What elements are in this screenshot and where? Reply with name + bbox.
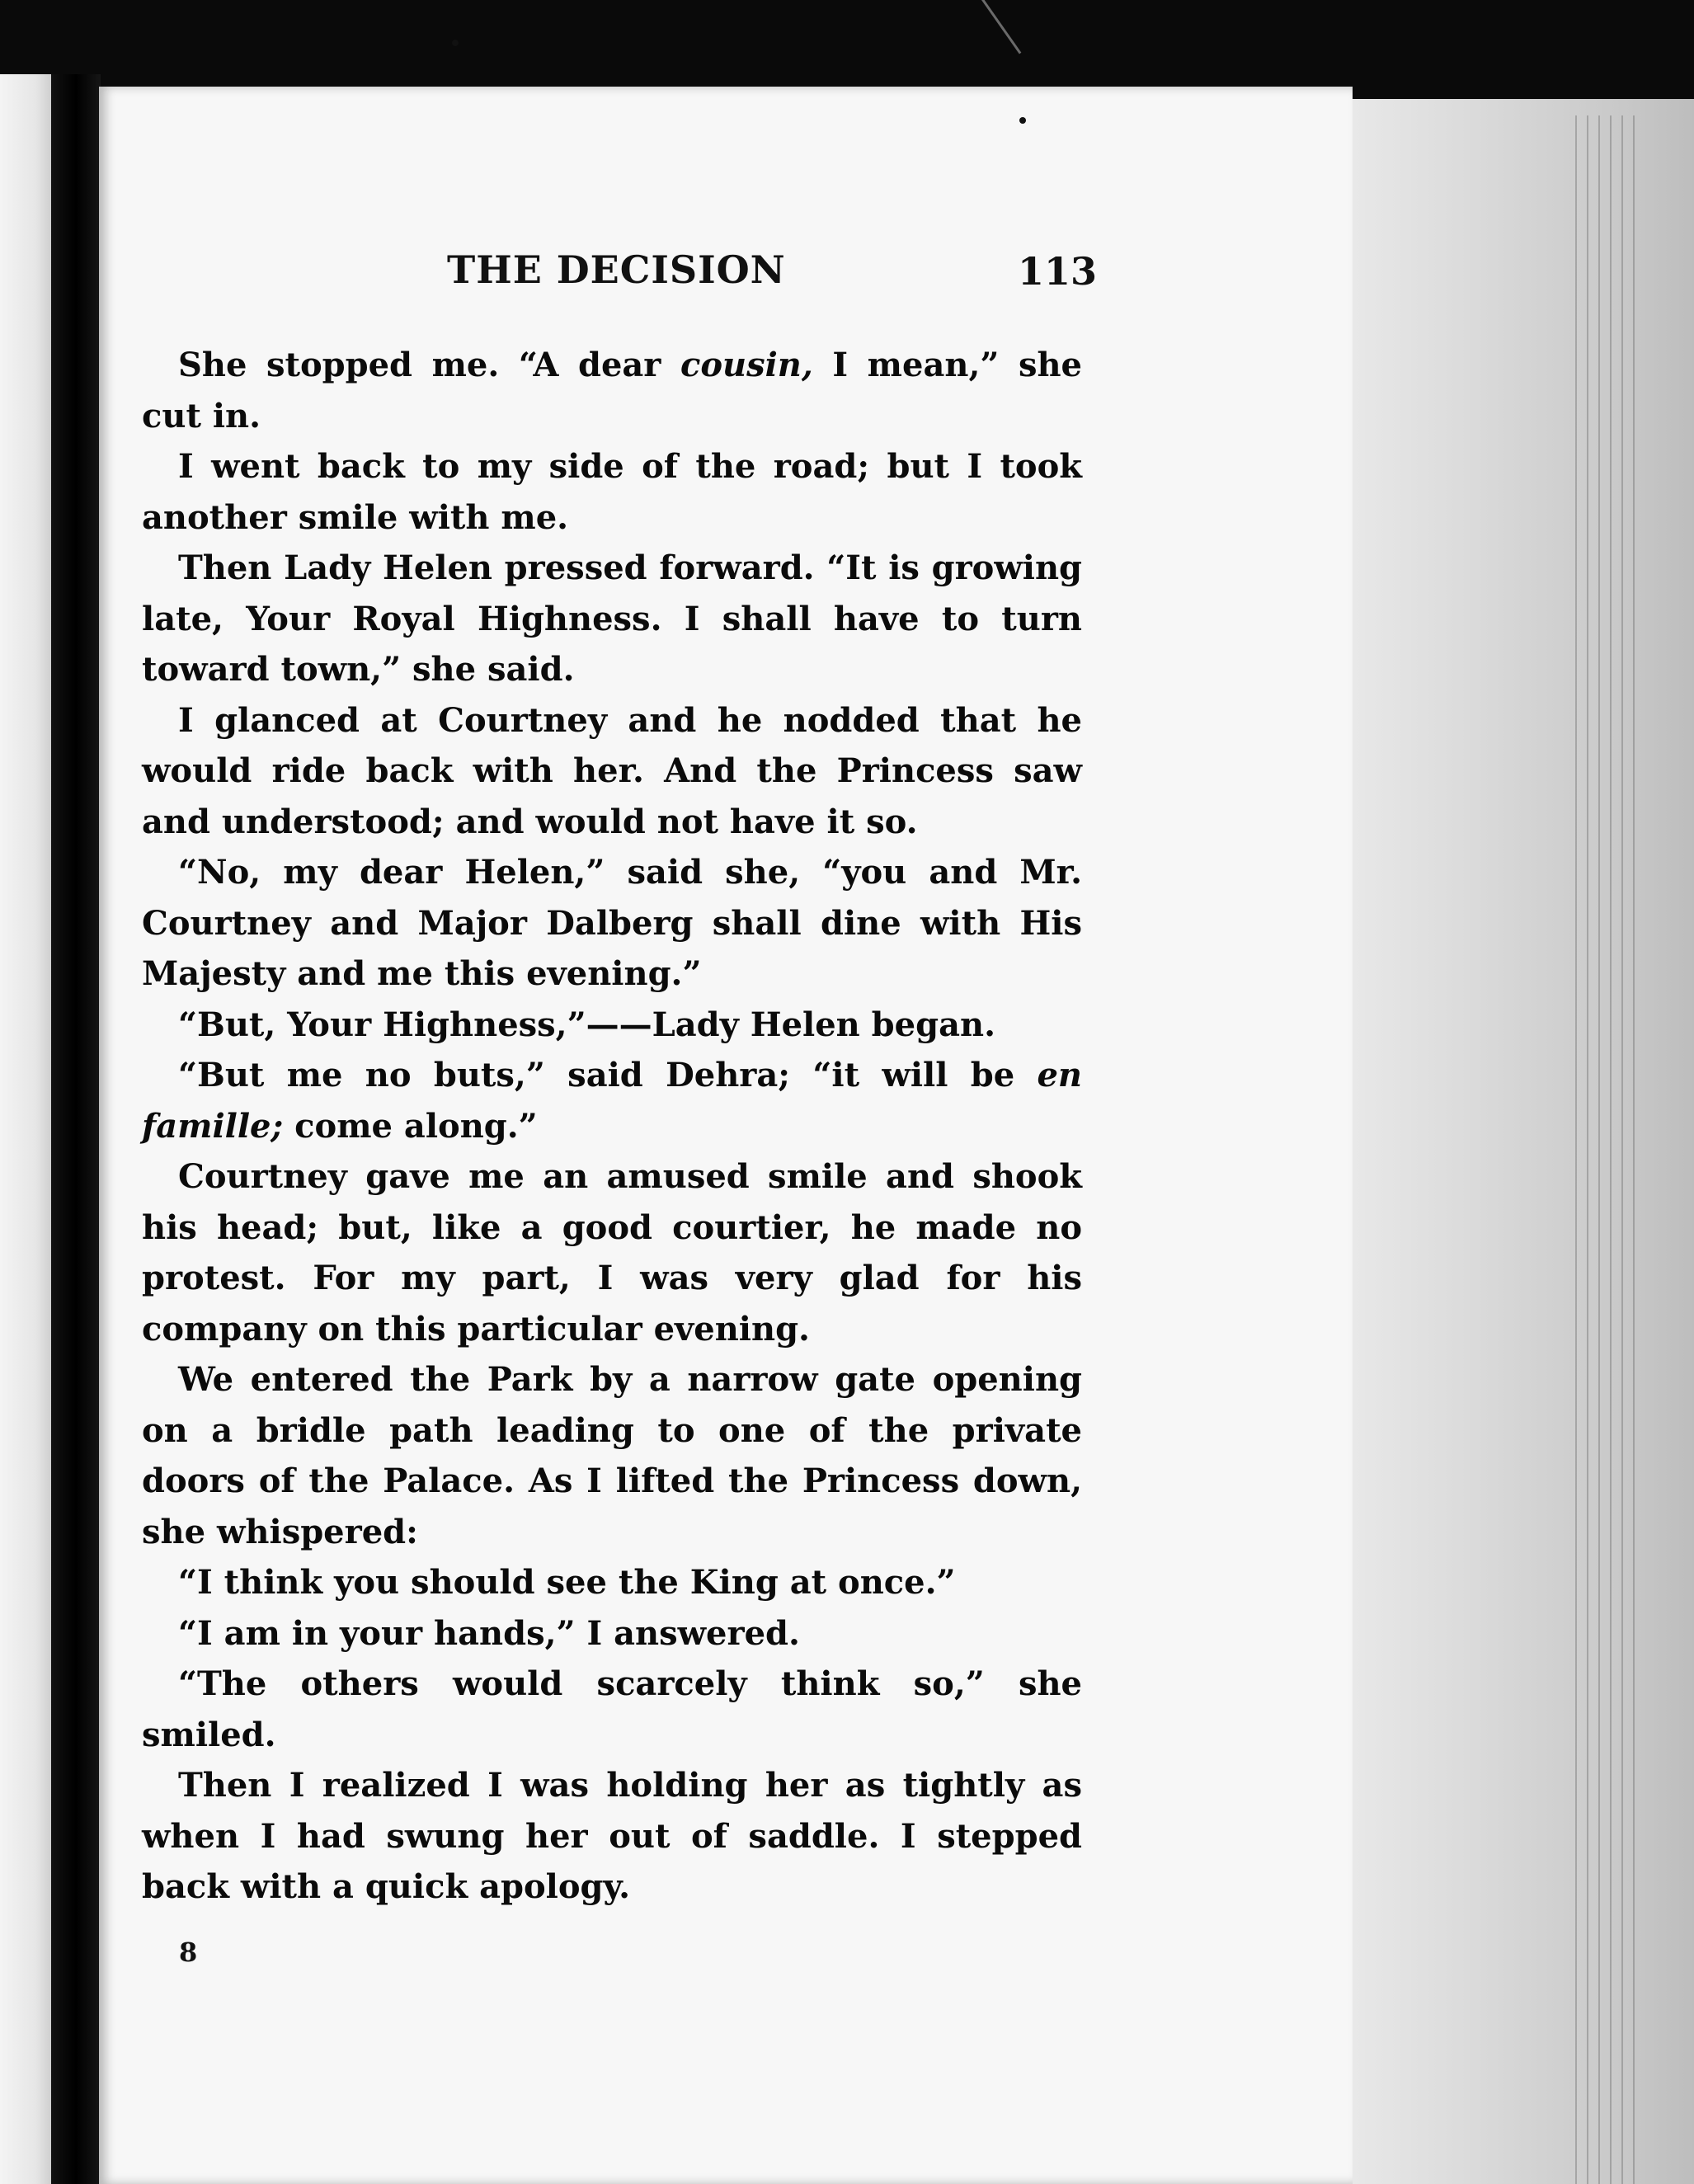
paragraph: Courtney gave me an amused smile and shook his head; but, like a good courtier, he made no protest. For my part, I was very glad for his company on this particular evening. — [142, 1157, 1082, 1349]
paragraph: We entered the Park by a narrow gate opening on a bridle path leading to one of the private doors of the Palace. As I lifted the Princess down, she whispered: — [142, 1360, 1082, 1551]
page-number: 113 — [1017, 249, 1097, 294]
scan-speck — [1019, 117, 1026, 124]
page-stack-lines — [1575, 115, 1641, 2184]
italic-text: en famille; — [142, 1056, 1082, 1146]
scan-speck — [452, 40, 459, 46]
right-page-stack-edge — [1344, 99, 1694, 2184]
paragraph: “I am in your hands,” I answered. — [178, 1613, 800, 1653]
paragraph: “No, my dear Helen,” said she, “you and Mr. Courtney and Major Dalberg shall dine with His Majesty and me this evening.” — [142, 853, 1082, 993]
text-run: I mean,” she cut in. — [142, 346, 1082, 435]
paragraph: Then Lady Helen pressed forward. “It is growing late, Your Royal Highness. I shall have to turn toward town,” she said. — [142, 548, 1082, 689]
text-run: She stopped me. “A dear — [178, 346, 680, 384]
text-run: “But me no buts,” said Dehra; “it will be — [178, 1056, 1038, 1094]
paragraph: “I think you should see the King at once.” — [178, 1563, 956, 1602]
italic-text: cousin, — [680, 346, 813, 384]
book-gutter — [51, 74, 101, 2184]
paragraph: “But, Your Highness,”——Lady Helen began. — [178, 1005, 995, 1044]
paragraph: I glanced at Courtney and he nodded that he would ride back with her. And the Princess saw and understood; and would not have it so. — [142, 700, 1082, 841]
paragraph: Then I realized I was holding her as tightly as when I had swung her out of saddle. I stepped back with a quick apology. — [142, 1766, 1082, 1906]
running-title: THE DECISION — [447, 247, 786, 292]
text-run: come along.” — [283, 1106, 538, 1146]
scan-scratch-mark — [981, 0, 1055, 54]
body-text — [142, 340, 1082, 1913]
signature-mark: 8 — [179, 1937, 198, 1968]
paragraph — [142, 1050, 1082, 1151]
running-header — [140, 247, 1097, 305]
paragraph: I went back to my side of the road; but I took another smile with me. — [142, 447, 1082, 537]
paragraph — [142, 340, 1082, 441]
paragraph: “The others would scarcely think so,” she smiled. — [142, 1664, 1082, 1754]
left-page-edge — [0, 74, 51, 2184]
